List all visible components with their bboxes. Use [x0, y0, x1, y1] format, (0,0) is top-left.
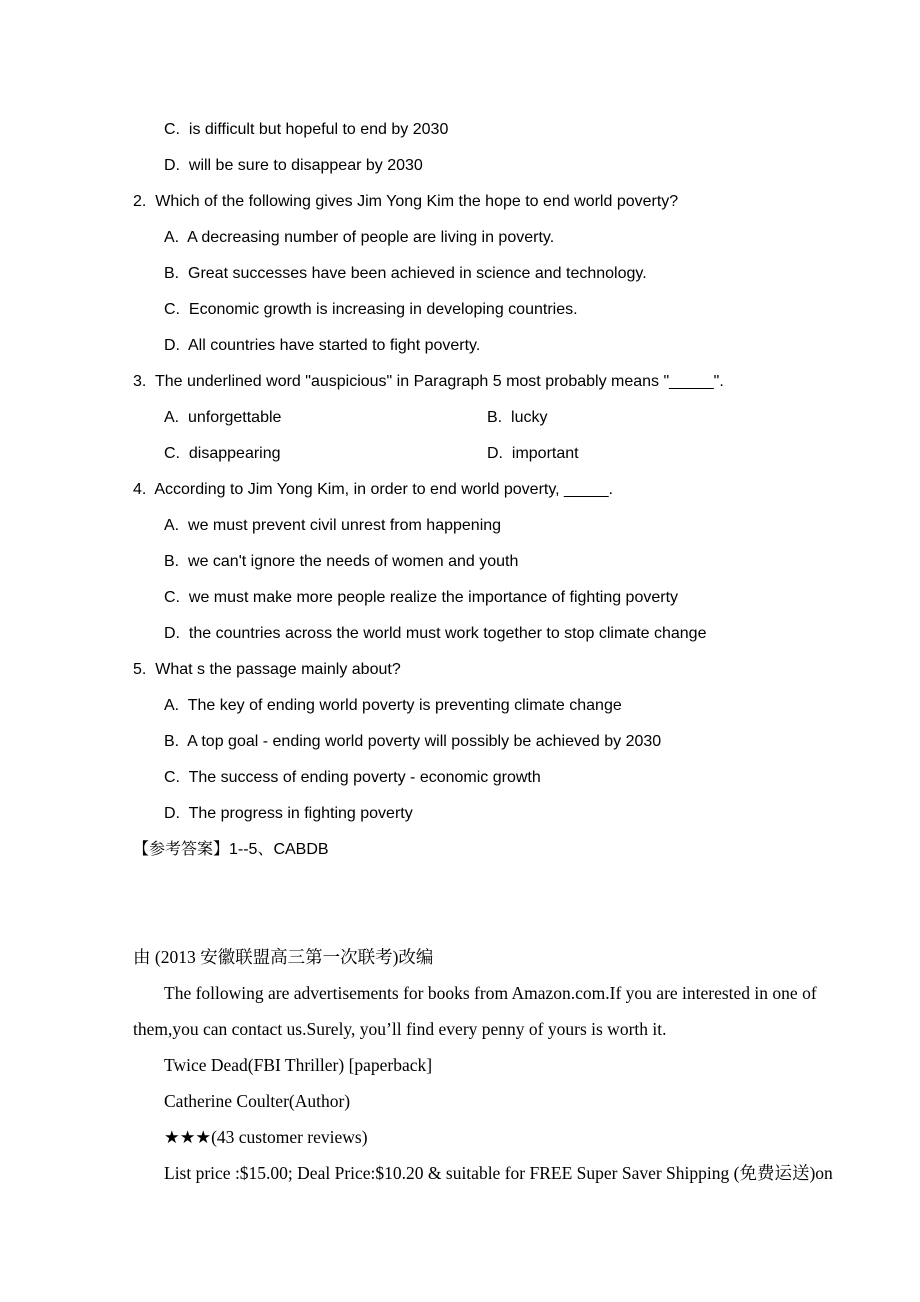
- option-left: C. disappearing: [164, 445, 281, 462]
- option-right: B. lucky: [487, 409, 548, 426]
- option-pair-line: [0, 436, 920, 472]
- paragraph-line: them,you can contact us.Surely, you’ll find every penny of yours is worth it.: [133, 1019, 667, 1039]
- option-line: B. Great successes have been achieved in science and technology.: [164, 265, 647, 282]
- option-line: C. we must make more people realize the importance of fighting poverty: [164, 589, 679, 606]
- paragraph-line: The following are advertisements for books from Amazon.com.If you are interested in one of: [164, 983, 817, 1003]
- answer-key-line: 【参考答案】1--5、CABDB: [133, 841, 329, 858]
- passage-line: Catherine Coulter(Author): [164, 1091, 351, 1111]
- source-attribution-line: 由 (2013 安徽联盟高三第一次联考)改编: [133, 947, 434, 967]
- passage-line: ★★★(43 customer reviews): [164, 1127, 368, 1147]
- option-left: A. unforgettable: [164, 409, 282, 426]
- option-line: D. The progress in fighting poverty: [164, 805, 413, 822]
- option-line: C. Economic growth is increasing in developing countries.: [164, 301, 578, 318]
- option-line: D. will be sure to disappear by 2030: [164, 157, 423, 174]
- option-line: D. All countries have started to fight poverty.: [164, 337, 481, 354]
- option-line: D. the countries across the world must work together to stop climate change: [164, 625, 707, 642]
- option-line: C. The success of ending poverty - economic growth: [164, 769, 541, 786]
- option-line: A. we must prevent civil unrest from happening: [164, 517, 502, 534]
- option-line: C. is difficult but hopeful to end by 2030: [164, 121, 449, 138]
- question-line: 2. Which of the following gives Jim Yong Kim the hope to end world poverty?: [133, 193, 679, 210]
- option-line: A. The key of ending world poverty is preventing climate change: [164, 697, 622, 714]
- question-line: 3. The underlined word "auspicious" in Paragraph 5 most probably means "_____".: [133, 373, 724, 390]
- document-body: [0, 112, 920, 1191]
- passage-line: List price :$15.00; Deal Price:$10.20 & suitable for FREE Super Saver Shipping (免费运送)on: [164, 1163, 833, 1183]
- option-line: A. A decreasing number of people are living in poverty.: [164, 229, 555, 246]
- passage-line: Twice Dead(FBI Thriller) [paperback]: [164, 1055, 433, 1075]
- option-line: B. we can't ignore the needs of women and youth: [164, 553, 519, 570]
- option-pair-line: [0, 400, 920, 436]
- option-line: B. A top goal - ending world poverty will possibly be achieved by 2030: [164, 733, 662, 750]
- option-right: D. important: [487, 445, 579, 462]
- question-line: 4. According to Jim Yong Kim, in order to end world poverty, _____.: [133, 481, 613, 498]
- question-line: 5. What s the passage mainly about?: [133, 661, 401, 678]
- spacer: [0, 868, 920, 939]
